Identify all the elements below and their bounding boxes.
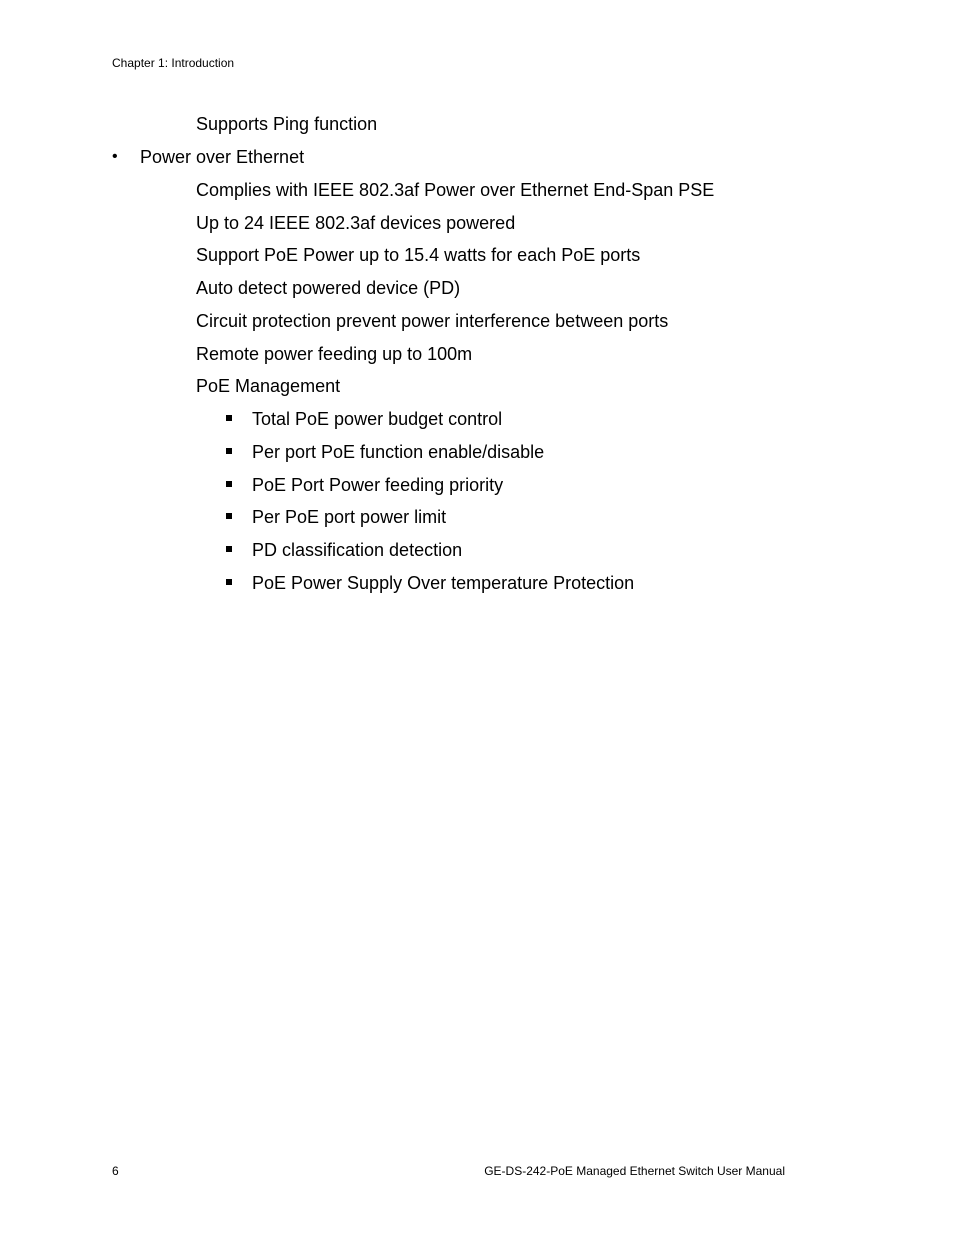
list-item: Circuit protection prevent power interference between ports <box>196 311 669 331</box>
list-item: Remote power feeding up to 100m <box>196 344 473 364</box>
list-item: Up to 24 IEEE 802.3af devices powered <box>196 213 516 233</box>
sub-list-item: PD classification detection <box>252 540 463 560</box>
section-title: Power over Ethernet <box>140 147 305 167</box>
page-number: 6 <box>112 1164 119 1178</box>
list-item: Auto detect powered device (PD) <box>196 278 461 298</box>
sub-list-item: PoE Power Supply Over temperature Protection <box>252 573 635 593</box>
list-item: PoE Management <box>196 376 341 396</box>
running-header: Chapter 1: Introduction <box>112 56 235 70</box>
manual-title: GE-DS-242-PoE Managed Ethernet Switch User Manual <box>484 1164 785 1178</box>
continued-item: Supports Ping function <box>196 114 378 134</box>
square-bullet-icon <box>226 579 232 585</box>
list-item: Complies with IEEE 802.3af Power over Ethernet End-Span PSE <box>196 180 715 200</box>
sub-list-item: PoE Port Power feeding priority <box>252 475 504 495</box>
square-bullet-icon <box>226 415 232 421</box>
square-bullet-icon <box>226 513 232 519</box>
sub-list-item: Total PoE power budget control <box>252 409 503 429</box>
square-bullet-icon <box>226 448 232 454</box>
round-bullet-icon: • <box>112 148 118 165</box>
sub-list-item: Per port PoE function enable/disable <box>252 442 545 462</box>
list-item: Support PoE Power up to 15.4 watts for each PoE ports <box>196 245 641 265</box>
square-bullet-icon <box>226 481 232 487</box>
square-bullet-icon <box>226 546 232 552</box>
sub-list-item: Per PoE port power limit <box>252 507 447 527</box>
